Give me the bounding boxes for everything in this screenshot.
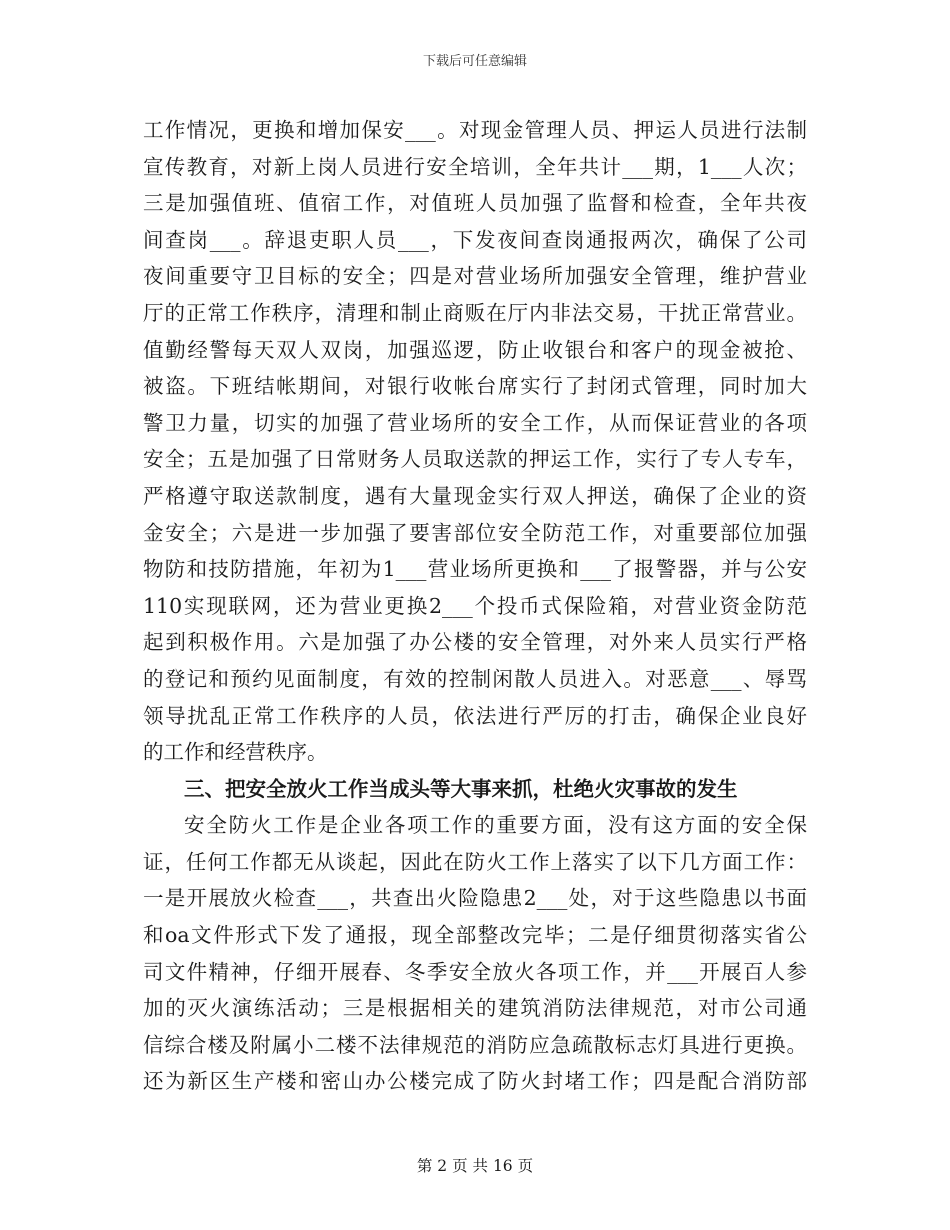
document-body: [143, 112, 807, 1100]
text-line: 和oa文件形式下发了通报，现全部整改完毕；二是仔细贯彻落实省公: [143, 923, 807, 948]
text-line: 厅的正常工作秩序，清理和制止商贩在厅内非法交易，干扰正常营业。: [143, 300, 807, 325]
text-line: 严格遵守取送款制度，遇有大量现金实行双人押送，确保了企业的资: [143, 483, 807, 508]
text-line: 的登记和预约见面制度，有效的控制闲散人员进入。对恶意___、辱骂: [143, 666, 807, 691]
text-line: 的工作和经营秩序。: [143, 740, 328, 765]
text-line: 司文件精神，仔细开展春、冬季安全放火各项工作，并___开展百人参: [143, 959, 807, 984]
text-line: 物防和技防措施，年初为1___营业场所更换和___了报警器，并与公安: [143, 557, 807, 582]
text-line: 加的灭火演练活动；三是根据相关的建筑消防法律规范，对市公司通: [143, 996, 807, 1021]
text-line: 值勤经警每天双人双岗，加强巡逻，防止收银台和客户的现金被抢、: [143, 337, 807, 362]
page-number: 第 2 页 共 16 页: [416, 1157, 534, 1175]
text-line: 宣传教育，对新上岗人员进行安全培训，全年共计___期，1___人次；: [143, 154, 807, 179]
text-line: 领导扰乱正常工作秩序的人员，依法进行严厉的打击，确保企业良好: [143, 703, 807, 728]
text-line: 还为新区生产楼和密山办公楼完成了防火封堵工作；四是配合消防部: [143, 1069, 807, 1094]
text-line: 起到积极作用。六是加强了办公楼的安全管理，对外来人员实行严格: [143, 630, 807, 655]
text-line: 110实现联网，还为营业更换2___个投币式保险箱，对营业资金防范: [143, 593, 807, 618]
page-header: [0, 54, 950, 70]
text-line: 三是加强值班、值宿工作，对值班人员加强了监督和检查，全年共夜: [143, 191, 807, 216]
section-heading: 三、把安全放火工作当成头等大事来抓，杜绝火灾事故的发生: [184, 776, 738, 801]
text-line: 间查岗___。辞退吏职人员___，下发夜间查岗通报两次，确保了公司: [143, 227, 807, 252]
text-line: 一是开展放火检查___，共查出火险隐患2___处，对于这些隐患以书面: [143, 886, 807, 911]
text-line: 工作情况，更换和增加保安___。对现金管理人员、押运人员进行法制: [143, 118, 807, 142]
text-line: 金安全；六是进一步加强了要害部位安全防范工作，对重要部位加强: [143, 520, 807, 545]
text-line: 证，任何工作都无从谈起，因此在防火工作上落实了以下几方面工作：: [143, 849, 807, 874]
text-line: 被盗。下班结帐期间，对银行收帐台席实行了封闭式管理，同时加大: [143, 374, 807, 399]
text-line: 信综合楼及附属小二楼不法律规范的消防应急疏散标志灯具进行更换。: [143, 1032, 807, 1057]
text-line: 安全防火工作是企业各项工作的重要方面，没有这方面的安全保: [184, 813, 807, 838]
text-line: 安全；五是加强了日常财务人员取送款的押运工作，实行了专人专车，: [143, 447, 807, 472]
text-line: 夜间重要守卫目标的安全；四是对营业场所加强安全管理，维护营业: [143, 264, 807, 289]
page-footer: [0, 1157, 950, 1175]
header-note: 下载后可任意编辑: [422, 54, 527, 69]
text-line: 警卫力量，切实的加强了营业场所的安全工作，从而保证营业的各项: [143, 410, 807, 435]
